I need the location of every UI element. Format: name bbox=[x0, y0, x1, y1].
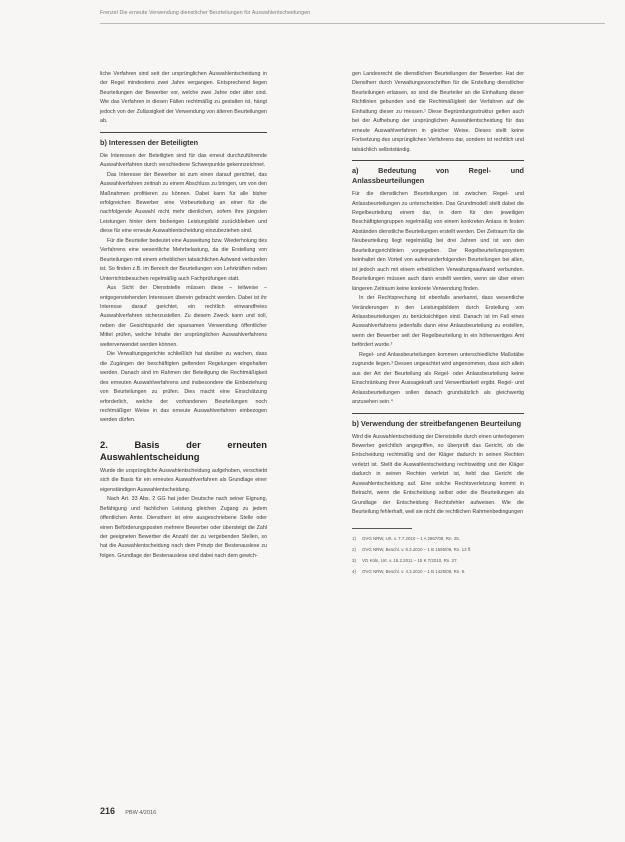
section-heading: a) Bedeutung von Regel- und Anlassbeurteilungen bbox=[352, 160, 524, 186]
section-heading: b) Interessen der Beteiligten bbox=[100, 132, 267, 148]
footnote-number: 1) bbox=[352, 536, 356, 542]
footnote-text: OVG NRW, Urt. v. 7.7.2010 – 1 A 2967/08, Rn. 25. bbox=[362, 536, 460, 542]
paragraph: Wird die Auswahlentscheidung der Dienststelle durch einen unterlegenen Bewerber gerichtlich angegriffen, so überprüft das Gericht, ob die Entscheidung rechtmäßig und der Kläger dadurch in seinen Rechten verletzt ist. Stellt die Auswahlentscheidung rechtswidrig und der Kläger dadurch in seinen Rechten verletzt ist, hebt das Gericht die Auswahlentscheidung auf. Eine solche Rechtsverletzung kommt in Betracht, wenn die Entscheidung selbst oder die Beurteilungen als Grundlage der Entscheidung Rechtsfehler aufweisen. Wie die Beurteilung fehlerhaft, weil sie nicht die rechtlichen Rahmenbedingungen bbox=[352, 433, 524, 516]
right-column bbox=[352, 70, 524, 577]
paragraph: Nach Art. 33 Abs. 2 GG hat jeder Deutsche nach seiner Eignung, Befähigung und fachlichen Leistung gleichen Zugang zu jedem öffentlichen Amte. Dienstherr ist eine ausgeschriebene Stelle oder einen Beförderungsposten mehrere Bewerber oder übersteigt die Zahl der geeigneten Bewerber die Anzahl der zu vergebenden Stellen, so hat die Auswahlentscheidung nach dem Prinzip der Bestenauslese zu folgen. Grundlage der Bestenauslese sind dabei nach dem gewich- bbox=[100, 496, 267, 559]
footnote bbox=[352, 533, 524, 544]
footnote-number: 3) bbox=[352, 558, 356, 564]
footnote-rule bbox=[352, 528, 412, 529]
paragraph: Aus Sicht der Dienststelle müssen diese – teilweise – entgegenstehenden Interessen überein gebracht werden. Dabei ist ihr Interesse darauf gerichtet, ein rechtlich einwandfreies Auswahlverfahren sicherzustellen. Zu diesem Zweck kann und soll, neben der Gesichtspunkt der sparsamen Verwendung öffentlicher Mittel prüfen, welche Inhalte der ursprünglichen Auswahlverfahrens weiterverwendet werden können. bbox=[100, 285, 267, 348]
paragraph: Das Interesse der Bewerber ist zum einen darauf gerichtet, das Auswahlverfahren zeitnah zu einem Abschluss zu bringen, um von den Maßnahmen profitieren zu können. Dabei kann für alle bisher erfolgreichen Bewerber eine Vorbeurteilung an einer für die nachfolgende Auswahl nicht mehr dienlichen, sofern ihre jüngsten Leistungen hinter dem bisherigen Leistungsbild zurückbleiben und diese für eine erneute Auswahlentscheidung einzubeziehen sind. bbox=[100, 171, 267, 235]
footnote-text: VG Köln, Urt. v. 16.2.2011 – 15 K 7/2010, Rn. 27. bbox=[362, 558, 458, 564]
footnote-text: OVG NRW, Beschl. v. 8.3.2010 – 1 B 1595/09, Rn. 13 ff. bbox=[362, 547, 472, 553]
paragraph: Regel- und Anlassbeurteilungen kommen unterschiedliche Maßstäbe zugrunde liegen.³ Dessen ungeachtet wird angenommen, dass sich allein aus der Art der Beurteilung als Regel- oder Anlassbeurteilung keine Einschränkung ihrer Aussagekraft und Verwertbarkeit ergibt. Regel- und Anlassbeurteilungen sollen danach grundsätzlich als gleichwertig anzusehen sein.⁴ bbox=[352, 351, 524, 406]
footnote-text: OVG NRW, Beschl. v. 4.3.2010 – 1 B 1425/09, Rn. 9. bbox=[362, 569, 466, 575]
section-heading: b) Verwendung der streitbefangenen Beurteilung bbox=[352, 413, 524, 429]
header-rule bbox=[100, 23, 605, 24]
paragraph: Die Interessen der Beteiligten sind für das erneut durchzuführende Auswahlverfahren durch verschiedene Schwerpunkte gekennzeichnet. bbox=[100, 152, 267, 169]
footnote bbox=[352, 566, 524, 577]
page-footer bbox=[100, 806, 156, 816]
footnote bbox=[352, 555, 524, 566]
paragraph: Für die Beurteiler bedeutet eine Ausweitung bzw. Wiederholung des Verfahrens eine wesentliche Mehrbelastung, da die Erstellung von Beurteilungen mit einem erheblichen tatsächlichen Aufwand verbunden ist. So finden z.B. im Bereich der Beurteilungen von Lehrkräften neben Unterrichtsbesuchen regelmäßig auch Fachprüfungen statt. bbox=[100, 237, 267, 282]
running-header: Frenzel Die erneute Verwendung dienstlicher Beurteilungen für Auswahlentscheidungen bbox=[100, 10, 311, 16]
paragraph: liche Verfahren sind seit der ursprünglichen Auswahlentscheidung in der Regel mindestens zwei Jahre vergangen. Entsprechend liegen Beurteilungen der Bewerber vor, welche zwei Jahre oder älter sind. Wie das Verfahren in diesen Fällen rechtmäßig zu gestalten ist, hängt jedoch von der Zulässigkeit der Verwendung von älteren Beurteilungen ab. bbox=[100, 71, 267, 125]
paragraph: Wurde die ursprüngliche Auswahlentscheidung aufgehoben, verschiebt sich die Basis für ein erneutes Auswahlverfahren als Grundlage einer eigenständigen Auswahlentscheidung. bbox=[100, 467, 267, 493]
paragraph: In der Rechtsprechung ist ebenfalls anerkannt, dass wesentliche Veränderungen in den Leistungsbildern durch Erstellung von Anlassbeurteilungen zu berücksichtigen sind. Danach ist im Fall eines Auswahlverfahrens jedenfalls dann eine Anlassbeurteilung zu erstellen, wenn der Bewerber seit der Regelbeurteilung in ein höherwertiges Amt befördert wurde.² bbox=[352, 295, 524, 349]
journal-issue: PBW 4/2016 bbox=[125, 810, 157, 816]
paragraph: Die Verwaltungsgerichte schließlich hat darüber zu wachen, dass die Zugängen der beschäftigten geltenden Regelungen eingehalten werden. Danach sind im Rahmen der Beteiligung die Rechtmäßigkeit des erneuten Auswahlverfahrens und insbesondere die Einbeziehung von Beurteilungen zu prüfen. Dies macht eine Einschätzung erforderlich, welche der vorhandenen Beurteilungen noch rechtmäßiger Weise in das erneute Auswahlverfahren einbezogen werden dürfen. bbox=[100, 351, 267, 424]
left-column bbox=[100, 70, 267, 561]
footnote-number: 2) bbox=[352, 547, 356, 553]
paragraph: gen Landesrecht die dienstlichen Beurteilungen der Bewerber. Hat der Dienstherr durch Verwaltungsvorschriften für die Erstellung dienstlicher Beurteilungen erlassen, so sind die Beurteiler an die Einhaltung dieser Richtlinien gebunden und die Rechtmäßigkeit der Verfahren auf die Einhaltung dieser zu messen.¹ Diese Begründungsstruktur gelten auch bei der Aufhebung der ursprünglichen Auswahlentscheidung für das erneute Auswahlverfahren in gleicher Weise. Dieses stellt keine Fortsetzung des ursprünglichen Verfahrens dar, sondern ist rechtlich und tatsächlich selbstständig. bbox=[352, 71, 524, 153]
footnote bbox=[352, 544, 524, 555]
chapter-heading: 2. Basis der erneuten Auswahlentscheidung bbox=[100, 438, 267, 462]
paragraph: Für die dienstlichen Beurteilungen ist zwischen Regel- und Anlassbeurteilungen zu unterscheiden. Das Grundmodell stellt dabei die Regelbeurteilung einem dar, in dem für den jeweiligen Beschäftigtengruppen regelmäßig von einem konkreten Anlass in festen Abständen dienstliche Beurteilungen erstellt werden. Der Zeitraum für die Neubeurteilung liegt regelmäßig bei drei Jahren und ist von den Beurteilungsrichtlinien vorgegeben. Der Regelbeurteilungssystem beinhaltet den Vorteil von aufeinanderfolgenden Beurteilungen bei allen, ist jedoch auch mit einem erheblichen Verwaltungsaufwand verbunden. Beurteilungen müssen auch dann erstellt werden, wenn sie über einen längeren Zeitraum keine konkrete Verwendung finden. bbox=[352, 191, 524, 292]
page-number: 216 bbox=[100, 806, 116, 816]
footnote-number: 4) bbox=[352, 569, 356, 575]
